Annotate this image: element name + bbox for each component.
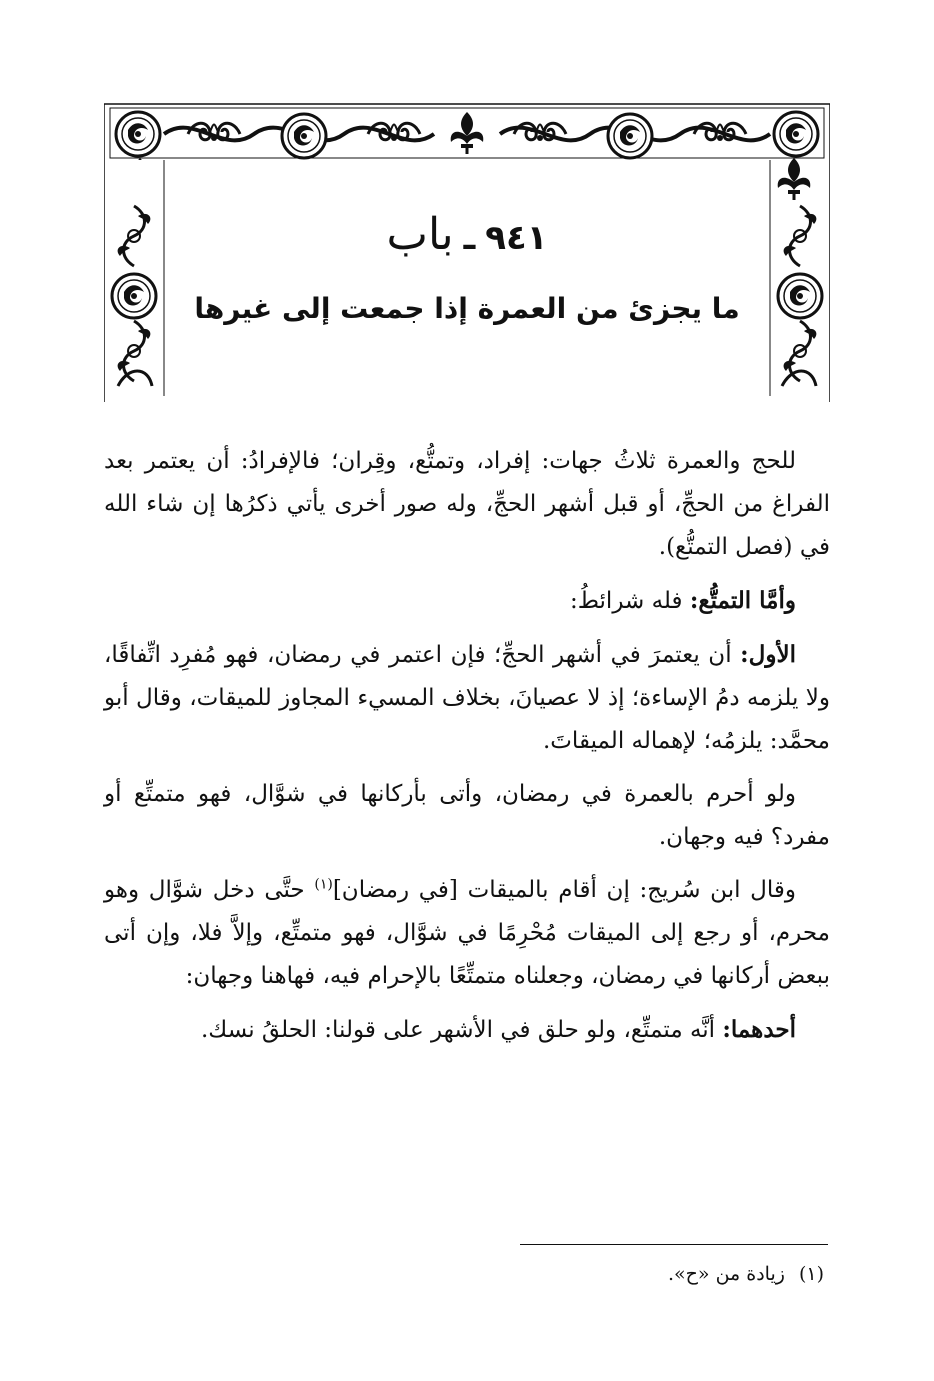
- paragraph-lead: الأول:: [740, 641, 796, 668]
- paragraph-4: [104, 773, 830, 859]
- chapter-word: باب: [386, 209, 454, 260]
- paragraph-text-before-ref: وقال ابن سُريج: إن أقام بالميقات [في رمضان]: [332, 877, 796, 903]
- paragraph-1: [104, 440, 830, 569]
- footnote-text: زيادة من «ح».: [667, 1263, 785, 1285]
- paragraph-5: [104, 869, 830, 998]
- footnote-divider: [520, 1244, 828, 1245]
- footnote-reference[interactable]: (١): [314, 876, 333, 893]
- chapter-number-line: [104, 200, 830, 273]
- paragraph-text: أن يعتمرَ في أشهر الحجِّ؛ فإن اعتمر في رمضان، فهو مُفرِد اتِّفاقًا، ولا يلزمه دمُ الإساءة؛ إذ لا عصيانَ، بخلاف المسيء المجاوز للميقات، وقال أبو محمَّد: يلزمُه؛ لإهماله الميقاتَ.: [104, 642, 830, 754]
- paragraph-lead: وأمَّا التمتُّع:: [689, 587, 796, 614]
- paragraph-text: أنَّه متمتِّع، ولو حلق في الأشهر على قولنا: الحلقُ نسك.: [201, 1017, 723, 1043]
- chapter-separator: ـ: [463, 218, 476, 258]
- body-text: [104, 440, 830, 1062]
- paragraph-text: للحج والعمرة ثلاثُ جهات: إفراد، وتمتُّع، وقِران؛ فالإفرادُ: أن يعتمر بعد الفراغ من الحجِّ، أو قبل أشهر الحجِّ، وله صور أخرى يأتي ذكرُها إن شاء الله في (فصل التمتُّع).: [104, 448, 830, 560]
- footnote-item: [104, 1258, 824, 1290]
- paragraph-text: ولو أحرم بالعمرة في رمضان، وأتى بأركانها في شوَّال، فهو متمتِّع أو مفرد؟ فيه وجهان.: [104, 781, 830, 850]
- paragraph-text: حتَّى دخل شوَّال وهو محرم، أو رجع إلى الميقات مُحْرِمًا في شوَّال، فهو متمتِّع، وإلاَّ فلا، وإن أتى ببعض أركانها في رمضان، وجعلناه متمتِّعًا بالإحرام فيه، فهاهنا وجهان:: [104, 877, 830, 989]
- footnotes: [104, 1258, 824, 1290]
- chapter-heading: [104, 200, 830, 329]
- footnote-number: (١): [798, 1263, 824, 1285]
- paragraph-text: فله شرائطُ:: [569, 588, 690, 614]
- paragraph-2: [104, 579, 830, 623]
- paragraph-lead: أحدهما:: [722, 1016, 796, 1043]
- chapter-number: ٩٤١: [485, 218, 548, 258]
- chapter-title: ما يجزئ من العمرة إذا جمعت إلى غيرها: [194, 292, 740, 325]
- paragraph-3: [104, 633, 830, 763]
- paragraph-6: [104, 1008, 830, 1052]
